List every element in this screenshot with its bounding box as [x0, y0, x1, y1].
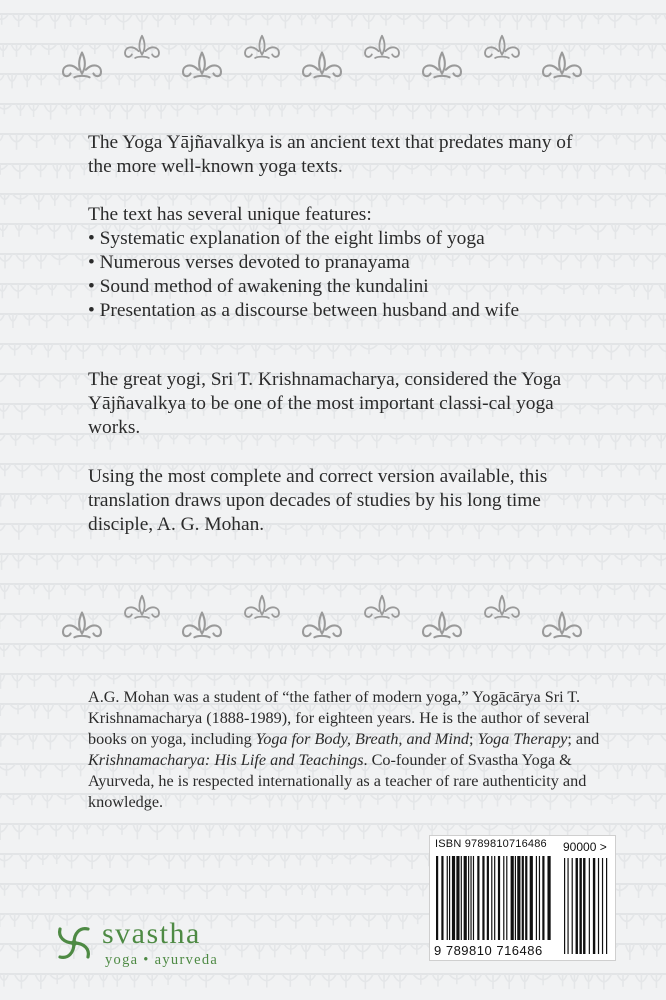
- price-code: 90000 >: [563, 840, 607, 854]
- features-list: [88, 227, 593, 323]
- translation-paragraph: Using the most complete and correct version available, this translation draws upon decades of studies by his long time disciple, A. G. Mohan.: [88, 466, 548, 535]
- intro-paragraph: The Yoga Yājñavalkya is an ancient text that predates many of the more well-known yoga texts.: [88, 132, 573, 177]
- ornament-border-middle: [52, 588, 612, 644]
- isbn-barcode: [429, 835, 616, 961]
- features-heading: The text has several unique features:: [88, 204, 372, 225]
- book-title: Yoga for Body, Breath, and Mind: [255, 730, 470, 748]
- list-item: • Sound method of awakening the kundalini: [88, 276, 429, 297]
- blurb-features: [88, 203, 593, 323]
- ornament-border-top: [52, 28, 612, 84]
- blurb-intro: [88, 131, 593, 179]
- author-bio: [88, 687, 608, 813]
- bio-separator: ; and: [567, 730, 600, 748]
- list-item: • Numerous verses devoted to pranayama: [88, 252, 410, 273]
- logo-name: svastha: [102, 917, 201, 950]
- book-title: Krishnamacharya: His Life and Teachings: [88, 751, 364, 769]
- barcode-digits: 9 789810 716486: [434, 943, 543, 958]
- barcode-bars: [430, 836, 615, 960]
- svastha-swirl-icon: [50, 919, 98, 967]
- bio-separator: ;: [469, 730, 478, 748]
- isbn-label: ISBN 9789810716486: [435, 838, 547, 850]
- bio-text: A.G. Mohan was a student of “the father of modern yoga,” Yogācārya Sri T. Krishnamacharya (1888-1989), for eighteen years. He is the author of several books on yoga, including: [88, 688, 590, 748]
- list-item: • Systematic explanation of the eight limbs of yoga: [88, 228, 485, 249]
- blurb-krishnamacharya: [88, 368, 593, 440]
- blurb-translation: [88, 465, 593, 537]
- svastha-logo: [50, 917, 250, 977]
- krishnamacharya-paragraph: The great yogi, Sri T. Krishnamacharya, considered the Yoga Yājñavalkya to be one of the most important classi-cal yoga works.: [88, 369, 562, 438]
- book-title: Yoga Therapy: [477, 730, 568, 748]
- bio-text: . Co-founder of Svastha Yoga & Ayurveda, he is respected internationally as a teacher of rare authenticity and knowledge.: [88, 751, 587, 811]
- list-item: • Presentation as a discourse between husband and wife: [88, 300, 520, 321]
- logo-tagline: yoga • ayurveda: [105, 952, 219, 968]
